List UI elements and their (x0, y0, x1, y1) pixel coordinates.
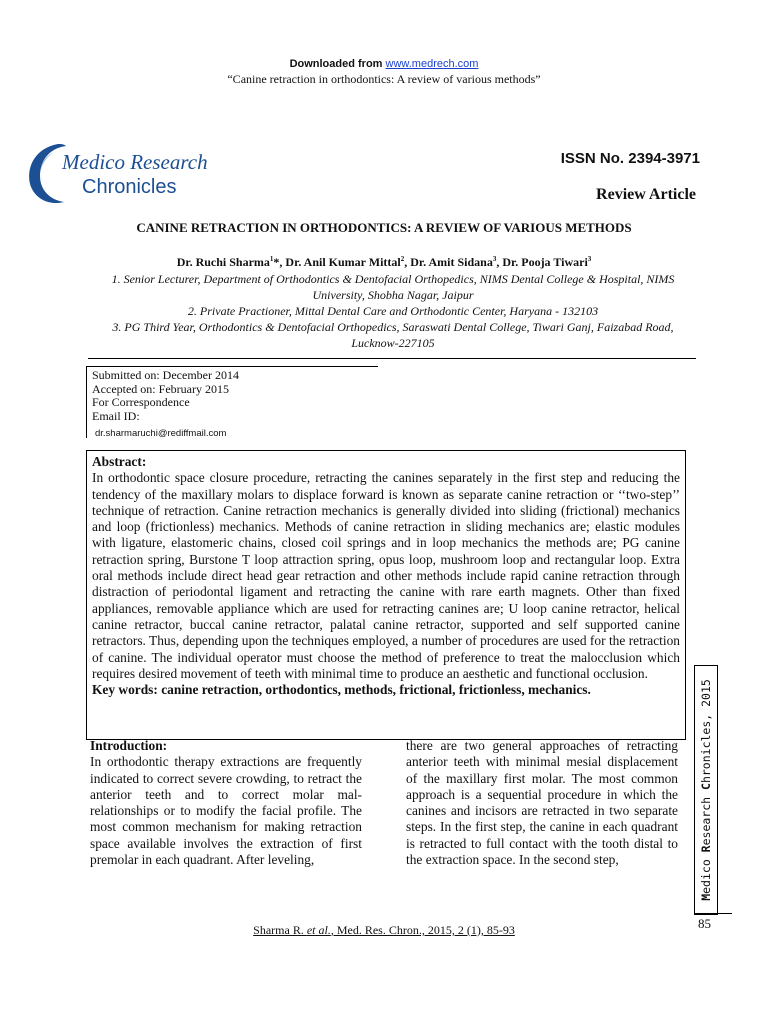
keywords (92, 682, 680, 698)
issn-number: ISSN No. 2394-3971 (560, 150, 700, 167)
side-label-initial: R (699, 845, 713, 853)
correspondence-label: For Correspondence (92, 395, 190, 409)
author-name: Dr. Pooja Tiwari (502, 255, 588, 269)
author-separator: *, (273, 255, 286, 269)
email-label: Email ID: (92, 408, 140, 423)
keywords-label: Key words: (92, 682, 162, 698)
introduction-text-right: there are two general approaches of retracting anterior teeth with minimal mesial displacement of the maxillary first molar. The most common approach is a sequential procedure in which the canines and incisors are retracted in two separate steps. In the first step, the canine in each quadrant is retracted to full contact with the tooth distal to the extraction space. In the second step, (406, 738, 678, 868)
side-label-segment: edico (699, 852, 713, 894)
author-affiliation-marker: 3 (492, 255, 497, 263)
affiliation-item: 3. PG Third Year, Orthodontics & Dentofacial Orthopedics, Saraswati Dental College, Tiwari Ganj, Faizabad Road, Lucknow-227105 (112, 320, 674, 350)
author-name: Dr. Amit Sidana (410, 255, 493, 269)
keywords-list: canine retraction, orthodontics, methods, frictional, frictionless, mechanics. (161, 682, 591, 698)
body-column-right (406, 738, 678, 868)
side-label-segment: hronicles, 2015 (699, 679, 713, 784)
logo-line-2: Chronicles (82, 176, 177, 198)
running-title: “Canine retraction in orthodontics: A review of various methods” (227, 72, 541, 86)
side-label-segment: esearch (699, 789, 713, 846)
download-link[interactable]: www.medrech.com (385, 58, 479, 70)
author-affiliation-marker: 2 (400, 255, 405, 263)
article-type: Review Article (596, 186, 696, 203)
author-name: Dr. Ruchi Sharma (176, 255, 270, 269)
journal-logo (24, 138, 234, 208)
side-label-initial: M (699, 893, 713, 901)
citation-footer (0, 923, 768, 938)
paper-title: CANINE RETRACTION IN ORTHODONTICS: A REVIEW OF VARIOUS METHODS (136, 220, 632, 235)
author-list (0, 255, 768, 270)
affiliations (100, 271, 686, 351)
author-affiliation-marker: 3 (587, 255, 592, 263)
side-label-text (699, 679, 713, 901)
accepted-date: Accepted on: February 2015 (92, 381, 229, 396)
page-number: 85 (698, 916, 711, 931)
citation-details: , Med. Res. Chron., 2015, 2 (1), 85-93 (330, 923, 515, 937)
journal-side-label (694, 665, 718, 915)
affiliation-item: 2. Private Practioner, Mittal Dental Care and Orthodontic Center, Haryana - 132103 (187, 304, 599, 318)
side-label-initial: C (699, 783, 713, 790)
author-name: Dr. Anil Kumar Mittal (285, 255, 401, 269)
introduction-heading: Introduction: (90, 738, 168, 753)
abstract-body: In orthodontic space closure procedure, retracting the canines separately in the first step and reducing the tendency of the maxillary molars to displace forward is known as separate canine retraction or ‘‘two-step’’ technique of retraction. Canine retraction mechanics is generally divided into sliding (frictional) mechanics and loop (frictionless) mechanics. Methods of canine retraction in sliding mechanics are; elastic modules with ligature, elastomeric chains, closed coil springs and in loop mechanics the methods are; PG canine retraction spring, Burstone T loop attraction spring, opus loop, mushroom loop and rectangular loop. Extra oral methods include direct head gear retraction and other methods include rapid canine retraction through distraction of periodontal ligament and retracting the canine with rare earth magnets. Other than fixed appliances, removable appliance which are used for retracting canines are; U loop canine retractor, helical canine retractor, buccal canine retractor, palatal canine retractor, supported and self supported canine retractors. Thus, depending upon the techniques employed, a number of procedures are used for the retraction of canine. The individual operator must choose the method of preference to treat the malocclusion which requires desired movement of teeth with minimal time to produce an aesthetic and functional occlusion. (92, 470, 680, 681)
body-column-left (90, 738, 362, 868)
logo-line-1: Medico Research (62, 150, 208, 174)
submission-info (86, 366, 378, 438)
abstract-heading: Abstract: (92, 454, 147, 469)
download-source-line (0, 58, 768, 70)
side-label-rule (694, 913, 732, 914)
citation-etal: et al. (306, 923, 331, 937)
download-prefix: Downloaded from (289, 58, 386, 70)
author-affiliation-marker: 1 (269, 255, 274, 263)
introduction-text-left: In orthodontic therapy extractions are frequently indicated to correct severe crowding, to retract the anterior teeth and to correct molar mal-relationships or to modify the facial profile. The most common mechanism for making retraction space available involves the extraction of first premolar in each quadrant. After leveling, (90, 754, 362, 868)
header-divider (88, 358, 696, 359)
citation-author: Sharma R. (253, 923, 307, 937)
author-separator: , (404, 255, 411, 269)
abstract-box (86, 450, 686, 740)
email-address: dr.sharmaruchi@rediffmail.com (95, 428, 227, 439)
affiliation-item: 1. Senior Lecturer, Department of Orthodontics & Dentofacial Orthopedics, NIMS Dental College & Hospital, NIMS University, Shobha Nagar, Jaipur (111, 272, 675, 302)
submitted-date: Submitted on: December 2014 (92, 368, 239, 382)
author-separator: , (496, 255, 503, 269)
